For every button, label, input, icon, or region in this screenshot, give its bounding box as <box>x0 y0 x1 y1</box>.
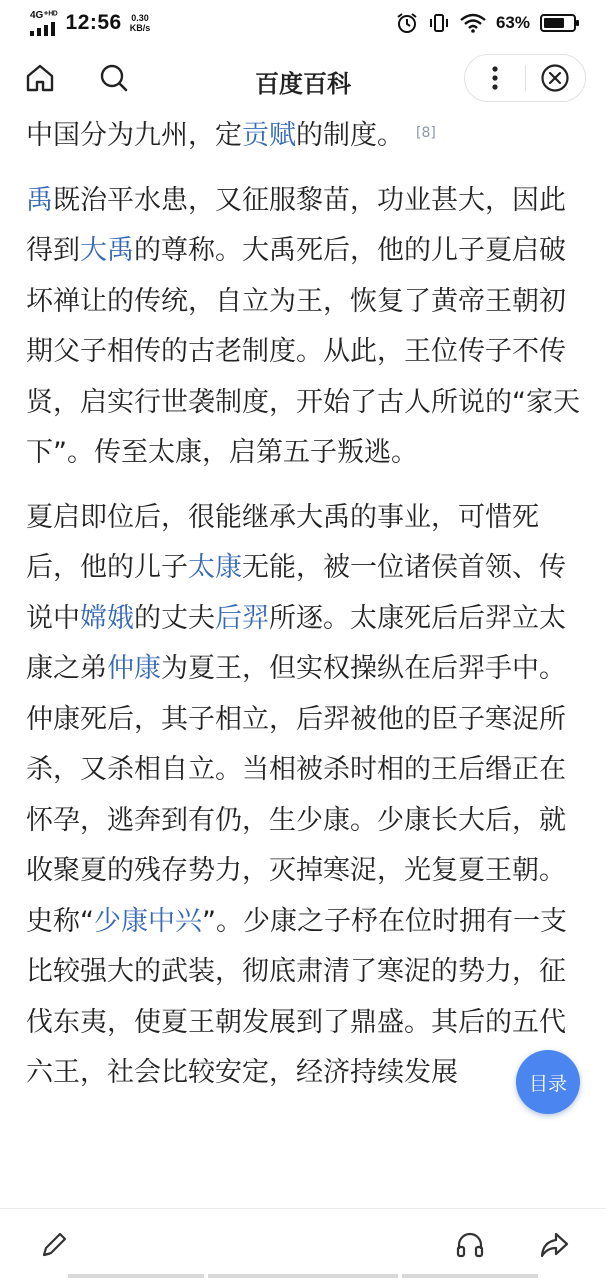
link-houyi[interactable]: 后羿 <box>215 602 269 634</box>
alarm-icon <box>396 12 418 34</box>
more-icon <box>491 65 499 91</box>
text: 所逐。太康死后后羿立太康之弟 <box>26 602 566 684</box>
link-yu[interactable]: 禹 <box>26 184 53 216</box>
listen-button[interactable] <box>452 1227 488 1263</box>
close-icon <box>540 63 570 93</box>
text: 的制度。 <box>296 120 404 151</box>
app-header <box>0 46 606 112</box>
text: 的丈夫 <box>134 602 215 634</box>
vibrate-icon <box>428 12 450 34</box>
text: 既治平水患，又征服黎苗，功业甚大，因此得到 <box>26 184 566 266</box>
text: 为夏王，但实权操纵在后羿手中。仲康死后，其子相立，后羿被他的臣子寒浞所杀，又杀相自立。当相被杀时相的王后缗正在怀孕，逃奔到有仍，生少康。少康长大后，就收聚夏的残存势力，灭掉寒浞，光复夏王朝。史称“ <box>26 653 566 937</box>
link-shaokang-zhongxing[interactable]: 少康中兴 <box>94 905 202 937</box>
status-left <box>30 11 150 36</box>
status-right <box>396 12 580 34</box>
edit-button[interactable] <box>36 1227 72 1263</box>
toc-button[interactable]: 目录 <box>516 1050 580 1114</box>
mini-program-capsule <box>464 54 586 102</box>
reference-link[interactable]: [8] <box>416 125 436 141</box>
text: 无能，被一位诸侯首领、传说中 <box>26 552 566 634</box>
battery-icon <box>540 13 580 33</box>
text: 中国分为九州，定 <box>26 120 242 151</box>
text: 的尊称。大禹死后，他的儿子夏启破坏禅让的传统，自立为王，恢复了黄帝王朝初期父子相传的古老制度。从此，王位传子不传贤，启实行世袭制度，开始了古人所说的“家天下”。传至太康，启第五子叛逃。 <box>26 235 580 468</box>
link-change[interactable]: 嫦娥 <box>80 602 134 634</box>
page-title: 百度百科 <box>255 70 351 98</box>
edit-icon <box>38 1229 70 1261</box>
paragraph <box>26 112 582 162</box>
link-zhongkang[interactable]: 仲康 <box>107 653 161 684</box>
nav-indicator <box>208 1274 398 1278</box>
network-type: 4G⁺ᴴᴰ <box>30 9 58 21</box>
link-dayu[interactable]: 大禹 <box>80 235 134 266</box>
speed-value: 0.30 <box>131 13 149 23</box>
paragraph <box>26 493 582 1099</box>
clock: 12:56 <box>65 11 122 34</box>
more-button[interactable] <box>465 55 525 101</box>
status-bar <box>0 0 606 46</box>
nav-indicator <box>402 1274 538 1278</box>
battery-percent: 63% <box>495 13 530 32</box>
share-icon <box>538 1229 570 1261</box>
text: 夏启即位后，很能继承大禹的事业，可惜死后，他的儿子 <box>26 501 539 583</box>
close-button[interactable] <box>525 55 585 101</box>
nav-indicator <box>68 1274 204 1278</box>
speed-unit: KB/s <box>129 23 151 33</box>
paragraph <box>26 176 582 479</box>
bottom-toolbar <box>0 1208 606 1281</box>
network-speed <box>130 13 151 33</box>
link-gongfu[interactable]: 贡赋 <box>242 120 296 151</box>
wifi-icon <box>460 13 486 33</box>
link-taikang[interactable]: 太康 <box>188 552 242 583</box>
text: ”。少康之子杼在位时拥有一支比较强大的武装，彻底肃清了寒浞的势力，征伐东夷，使夏王朝发展到了鼎盛。其后的五代六王，社会比较安定，经济持续发展 <box>26 905 567 1088</box>
signal-icon <box>30 22 56 36</box>
article-body <box>26 112 582 1208</box>
network-indicator <box>30 11 58 36</box>
share-button[interactable] <box>536 1227 572 1263</box>
headphones-icon <box>454 1229 486 1261</box>
